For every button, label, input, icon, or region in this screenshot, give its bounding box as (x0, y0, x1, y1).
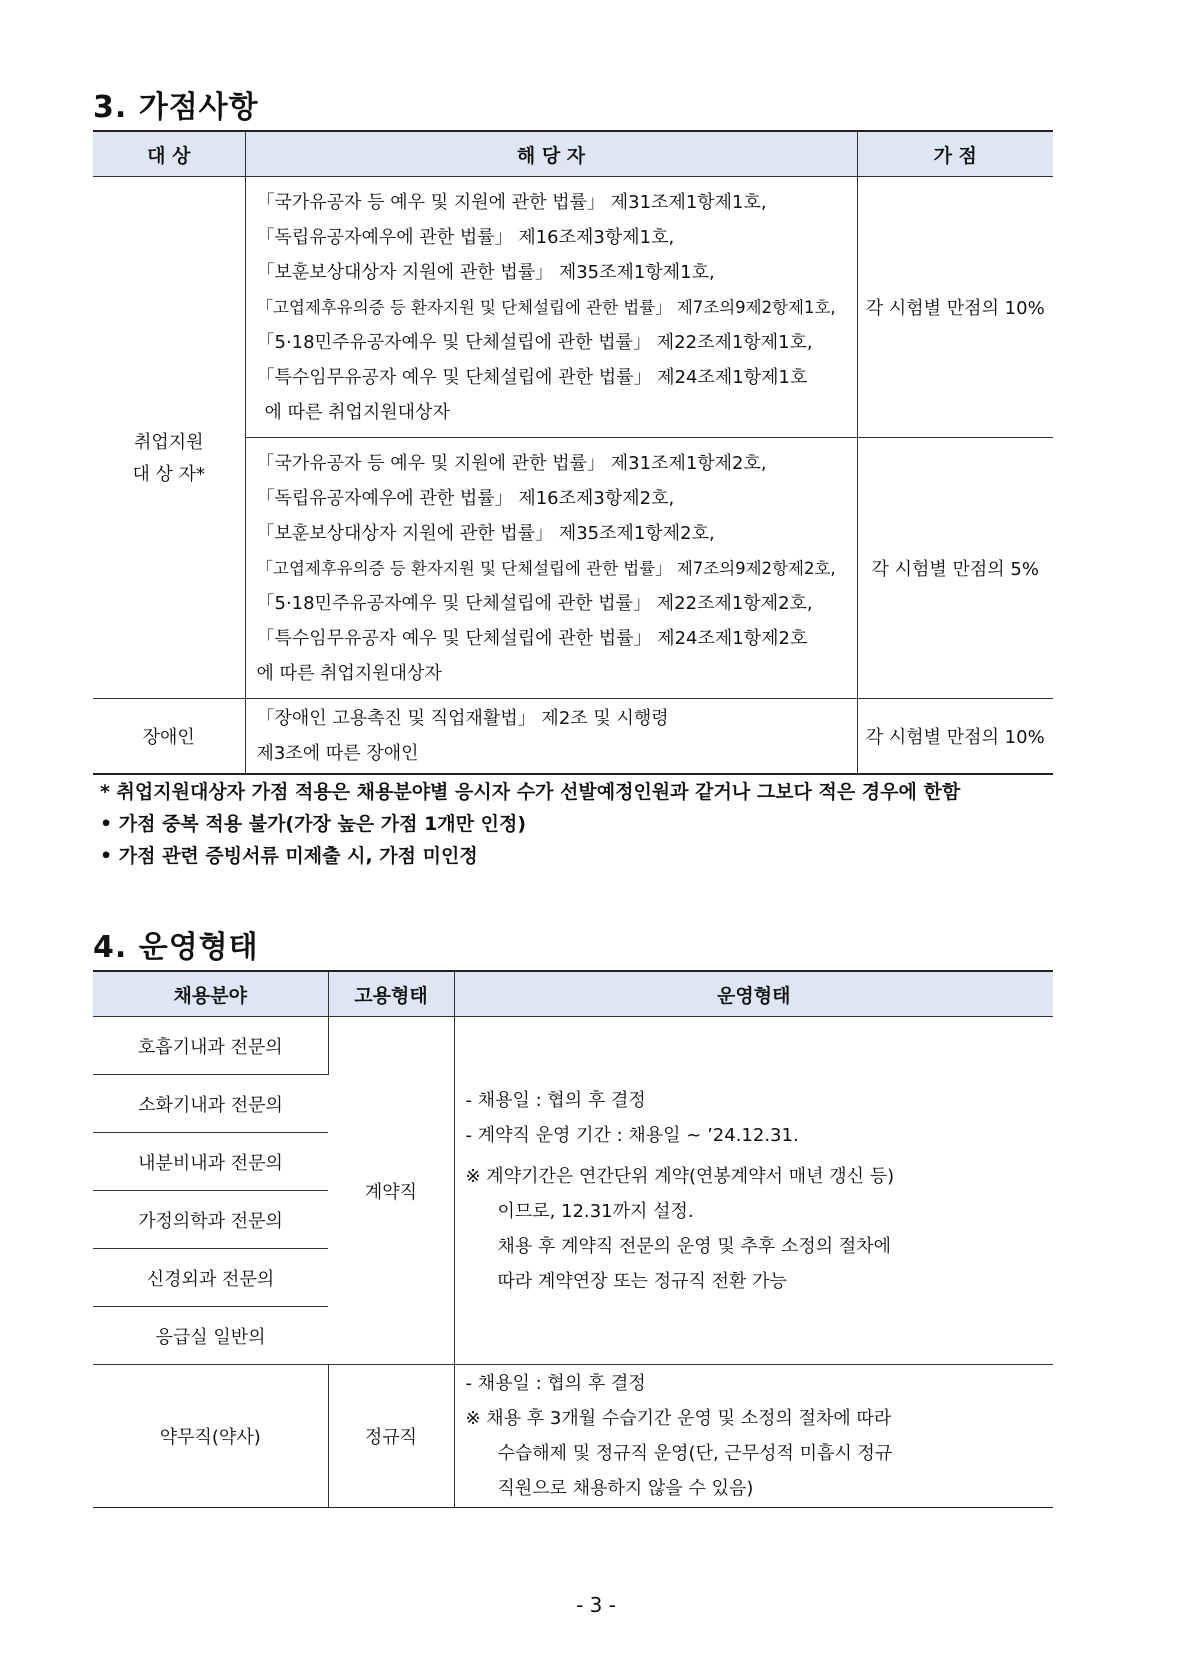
target-line: 취업지원 (133, 432, 204, 453)
eligible-line: 「독립유공자예우에 관한 법률」 제16조제3항제2호, (256, 487, 675, 509)
eligible-line: 「보훈보상대상자 지원에 관한 법률」 제35조제1항제2호, (256, 522, 715, 544)
points-cell: 각 시험별 만점의 5% (857, 438, 1053, 699)
eligible-line: 「5·18민주유공자예우 및 단체설립에 관한 법률」 제22조제1항제2호, (256, 592, 813, 614)
eligible-cell (245, 699, 857, 775)
eligible-cell (245, 177, 857, 438)
target-veterans (93, 177, 245, 699)
eligible-line: 「국가유공자 등 예우 및 지원에 관한 법률」 제31조제1항제2호, (256, 452, 767, 474)
field-cell: 내분비내과 전문의 (93, 1133, 328, 1191)
points-cell: 각 시험별 만점의 10% (857, 177, 1053, 438)
operation-cell (454, 1365, 1053, 1508)
operation-line: 수습해제 및 정규직 운영(단, 근무성적 미흡시 정규 (497, 1443, 893, 1464)
eligible-line: 「고엽제후유의증 등 환자지원 및 단체설립에 관한 법률」 제7조의9제2항제2호, (256, 558, 836, 578)
operation-line: ※ 채용 후 3개월 수습기간 운영 및 소정의 절차에 따라 (465, 1408, 892, 1429)
operation-line: 이므로, 12.31까지 설정. (497, 1200, 694, 1222)
eligible-line: 「장애인 고용촉진 및 직업재활법」 제2조 및 시행령 (256, 708, 669, 729)
eligible-line: 제3조에 따른 장애인 (256, 743, 419, 764)
eligible-line: 에 따른 취업지원대상자 (256, 662, 442, 684)
section-3-title: 3. 가점사항 (93, 90, 259, 125)
operation-line: 따라 계약연장 또는 정규직 전환 가능 (497, 1270, 787, 1292)
page-number: - 3 - (576, 1593, 616, 1617)
table-row (93, 177, 1053, 438)
employment-cell: 계약직 (328, 1017, 454, 1365)
eligible-line: 「5·18민주유공자예우 및 단체설립에 관한 법률」 제22조제1항제1호, (256, 331, 813, 353)
operation-line: ※ 계약기간은 연간단위 계약(연봉계약서 매년 갱신 등) (465, 1165, 895, 1187)
note-line: * 취업지원대상자 가점 적용은 채용분야별 응시자 수가 선발예정인원과 같거나 그보다 적은 경우에 한함 (100, 781, 961, 803)
field-cell: 호흡기내과 전문의 (93, 1017, 328, 1075)
field-cell: 소화기내과 전문의 (93, 1075, 328, 1133)
operation-line: 채용 후 계약직 전문의 운영 및 추후 소정의 절차에 (497, 1235, 892, 1257)
field-cell: 약무직(약사) (93, 1365, 328, 1508)
note-line: • 가점 관련 증빙서류 미제출 시, 가점 미인정 (100, 845, 478, 867)
note-line: • 가점 중복 적용 불가(가장 높은 가점 1개만 인정) (100, 813, 527, 835)
eligible-line: 「국가유공자 등 예우 및 지원에 관한 법률」 제31조제1항제1호, (256, 191, 767, 213)
operation-table (93, 970, 1053, 1508)
operation-cell (454, 1017, 1053, 1365)
eligible-line: 「독립유공자예우에 관한 법률」 제16조제3항제1호, (256, 226, 675, 248)
table-row (93, 1017, 1053, 1075)
table-row (93, 699, 1053, 775)
employment-cell: 정규직 (328, 1365, 454, 1508)
header-operation: 운영형태 (454, 971, 1053, 1017)
field-cell: 응급실 일반의 (93, 1307, 328, 1365)
header-points: 가 점 (857, 131, 1053, 177)
table-header-row (93, 131, 1053, 177)
header-employment: 고용형태 (328, 971, 454, 1017)
eligible-cell (245, 438, 857, 699)
operation-line: - 채용일 : 협의 후 결정 (465, 1373, 646, 1394)
table-row (93, 1365, 1053, 1508)
eligible-line: 「특수임무유공자 예우 및 단체설립에 관한 법률」 제24조제1항제1호 (256, 366, 808, 388)
operation-line: 직원으로 채용하지 않을 수 있음) (497, 1478, 754, 1499)
target-line: 대 상 자* (132, 464, 206, 485)
field-cell: 신경외과 전문의 (93, 1249, 328, 1307)
eligible-line: 「보훈보상대상자 지원에 관한 법률」 제35조제1항제1호, (256, 261, 715, 283)
points-cell: 각 시험별 만점의 10% (857, 699, 1053, 775)
operation-line: - 채용일 : 협의 후 결정 (465, 1089, 646, 1111)
header-eligible: 해 당 자 (245, 131, 857, 177)
bonus-notes (100, 776, 960, 872)
header-field: 채용분야 (93, 971, 328, 1017)
header-target: 대 상 (93, 131, 245, 177)
eligible-line: 에 따른 취업지원대상자 (264, 401, 450, 423)
section-4-title: 4. 운영형태 (93, 930, 259, 965)
operation-line: - 계약직 운영 기간 : 채용일 ~ ’24.12.31. (465, 1124, 799, 1146)
eligible-line: 「고엽제후유의증 등 환자지원 및 단체설립에 관한 법률」 제7조의9제2항제1호, (256, 297, 836, 317)
field-cell: 가정의학과 전문의 (93, 1191, 328, 1249)
table-header-row (93, 971, 1053, 1017)
bonus-points-table (93, 130, 1053, 775)
eligible-line: 「특수임무유공자 예우 및 단체설립에 관한 법률」 제24조제1항제2호 (256, 627, 808, 649)
target-disabled: 장애인 (93, 699, 245, 775)
